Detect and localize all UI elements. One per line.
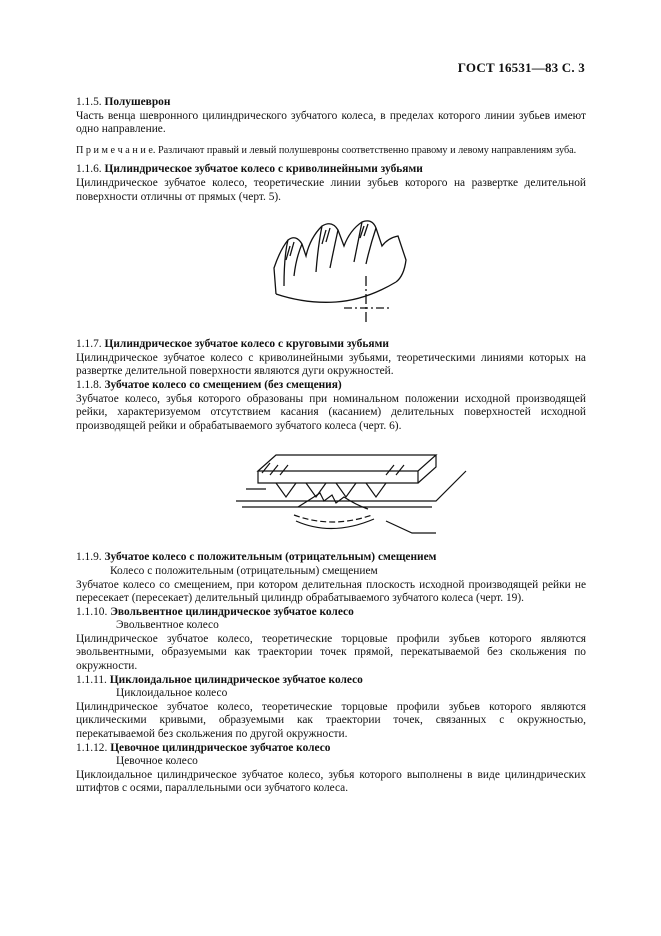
term-synonym-1-1-10: Эвольвентное колесо [116,619,219,632]
term-title: Цилиндрическое зубчатое колесо с круговыми зубьями [104,338,389,351]
page-header: ГОСТ 16531—83 С. 3 [457,60,585,75]
term-number: 1.1.8. [76,378,102,391]
term-number: 1.1.7. [76,338,102,351]
term-heading-1-1-8 [76,379,586,393]
term-heading-1-1-12 [76,742,586,756]
term-title: Зубчатое колесо с положительным (отрицательным) смещением [104,551,437,564]
figure-6 [76,449,586,537]
term-title: Цевочное цилиндрическое зубчатое колесо [110,741,331,754]
document-body [76,96,586,796]
term-heading-1-1-10 [76,606,586,620]
term-definition-1-1-9: Зубчатое колесо со смещением, при котором делительная плоскость исходной производящей рейки не пересекает (пересекает) делительный цилиндр обрабатываемого зубчатого колеса (черт. 19). [76,578,586,605]
term-number: 1.1.10. [76,605,108,618]
term-heading-1-1-11 [76,674,586,688]
term-definition-1-1-10: Цилиндрическое зубчатое колесо, теоретические торцовые профили зубьев которого являются эвольвентными, образуемыми как траектории точек прямой, перекатываемой без скольжения по окружности. [76,632,586,673]
term-synonym-1-1-12: Цевочное колесо [116,755,198,768]
term-number: 1.1.6. [76,163,102,176]
term-definition-1-1-7: Цилиндрическое зубчатое колесо с криволинейными зубьями, теоретическими линиями которых на развертке делительной поверхности являются дуги окружностей. [76,351,586,378]
figure-5 [76,216,586,324]
term-title: Циклоидальное цилиндрическое зубчатое колесо [109,673,363,686]
note-text: Различают правый и левый полушевроны соответственно правому и левому направлениям зуба. [157,144,577,156]
term-number: 1.1.9. [76,551,102,564]
term-definition-1-1-11: Цилиндрическое зубчатое колесо, теоретические торцовые профили зубьев которого являются циклическими кривыми, образуемыми как траектории точек, связанных с окружностью, перекатываемой без скольжения по другой окружности. [76,700,586,741]
term-definition-1-1-5: Часть венца шевронного цилиндрического зубчатого колеса, в пределах которого линии зубьев имеют одно направление. [76,109,586,136]
term-synonym-1-1-11: Циклоидальное колесо [116,687,228,700]
term-title: Полушеврон [104,96,171,108]
term-definition-1-1-8: Зубчатое колесо, зубья которого образованы при номинальном положении исходной производящей рейки, характеризуемом отсутствием касания (касанием) делительных поверхностей исходной производящей рейки и обрабатываемого зубчатого колеса (черт. 6). [76,392,586,432]
gear-drawing-curved-teeth [76,216,586,324]
term-number: 1.1.12. [76,741,108,754]
term-heading-1-1-7 [76,338,586,352]
term-number: 1.1.5. [76,96,102,108]
term-heading-1-1-6 [76,163,586,177]
term-title: Зубчатое колесо со смещением (без смещения) [104,378,342,391]
term-synonym-1-1-9: Колесо с положительным (отрицательным) смещением [110,564,378,577]
term-heading-1-1-9 [76,551,586,565]
term-title: Эвольвентное цилиндрическое зубчатое колесо [110,605,354,618]
note-1-1-5 [76,145,586,158]
rack-and-gear-drawing [76,449,586,537]
note-label: П р и м е ч а н и е. [76,144,156,156]
term-title: Цилиндрическое зубчатое колесо с криволинейными зубьями [104,163,423,176]
term-number: 1.1.11. [76,673,107,686]
term-definition-1-1-6: Цилиндрическое зубчатое колесо, теоретические линии зубьев которого на развертке делительной поверхности отличны от прямых (черт. 5). [76,176,586,203]
term-heading-1-1-5 [76,96,586,110]
term-definition-1-1-12: Циклоидальное цилиндрическое зубчатое колесо, зубья которого выполнены в виде цилиндрических штифтов с осями, параллельными оси зубчатого колеса. [76,768,586,795]
